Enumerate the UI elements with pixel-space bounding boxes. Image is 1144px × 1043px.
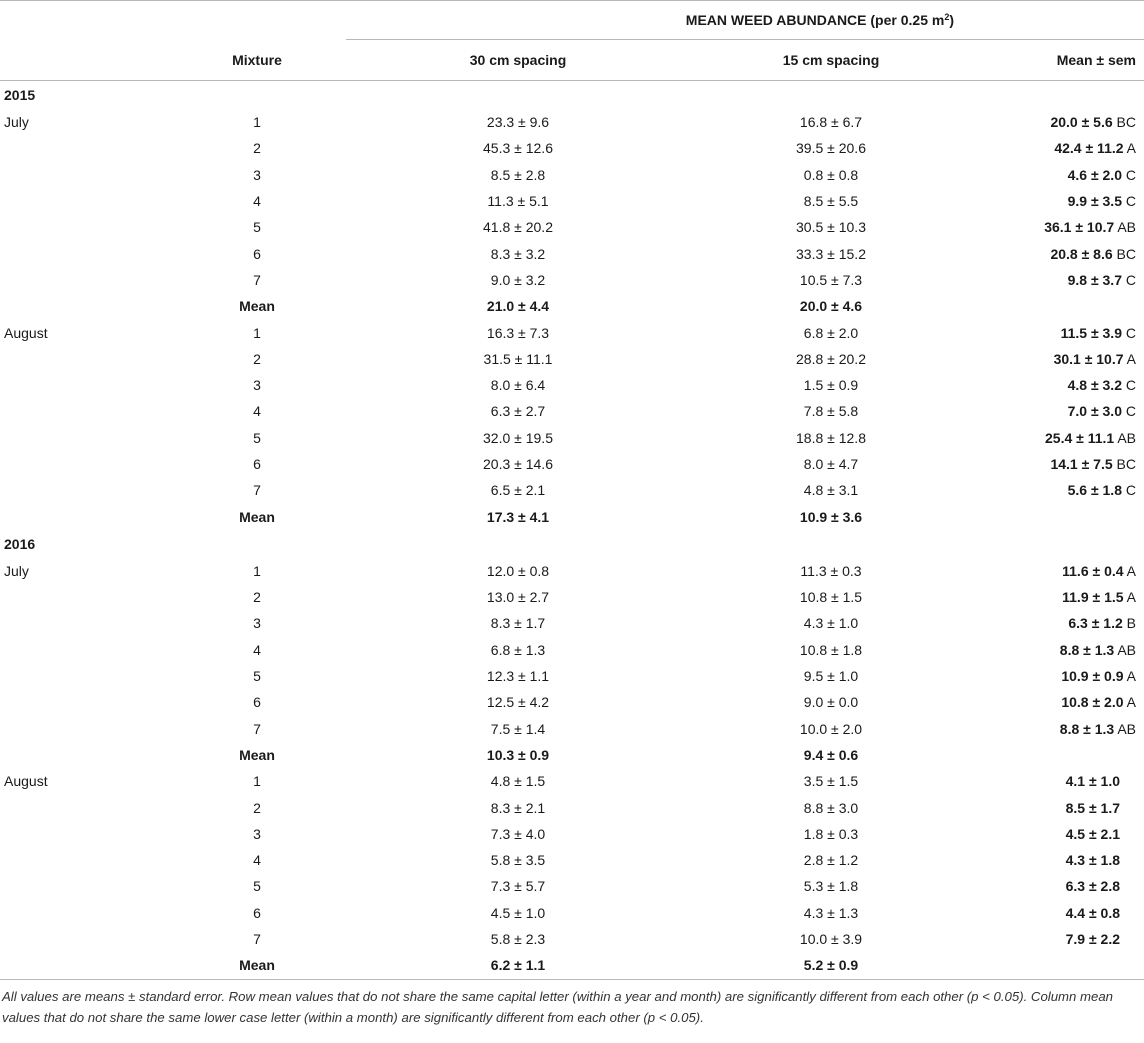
- mean-sem-value: 7.9 ± 2.2: [1065, 931, 1120, 948]
- mean-sem-cell: [972, 821, 1144, 847]
- spacing-30-cell: 7.3 ± 4.0: [490, 825, 546, 842]
- month-label: [0, 847, 168, 873]
- mean-15-cell: 20.0 ± 4.6: [799, 298, 863, 315]
- col-header-30cm: 30 cm spacing: [469, 52, 567, 68]
- table-row: [0, 346, 1144, 372]
- table-row: [0, 689, 1144, 715]
- mean-sem-value: 42.4 ± 11.2: [1054, 140, 1124, 157]
- table-row: [0, 794, 1144, 820]
- significance-letter: A: [1126, 668, 1136, 685]
- mean-sem-value: 25.4 ± 11.1: [1045, 429, 1115, 446]
- spacing-30-cell: 8.0 ± 6.4: [490, 377, 546, 394]
- mean-sem-cell: [972, 768, 1144, 794]
- mixture-cell: 3: [253, 615, 261, 632]
- spacing-15-cell: 4.8 ± 3.1: [803, 482, 859, 499]
- month-label: [0, 135, 168, 161]
- spacing-15-cell: 0.8 ± 0.8: [803, 166, 859, 183]
- table-row: [0, 240, 1144, 266]
- mixture-cell: 4: [253, 852, 261, 869]
- mean-sem-value: 8.8 ± 1.3: [1059, 720, 1115, 737]
- mean-sem-cell: [972, 900, 1144, 926]
- mean-sem-value: 9.8 ± 3.7: [1067, 271, 1122, 288]
- table-row: [0, 663, 1144, 689]
- mean-30-cell: 17.3 ± 4.1: [486, 508, 550, 525]
- spacing-15-cell: 10.8 ± 1.5: [799, 589, 863, 606]
- mean-sem-value: 7.0 ± 3.0: [1067, 403, 1122, 420]
- mean-sem-value: 6.3 ± 2.8: [1065, 878, 1120, 895]
- spacing-30-cell: 5.8 ± 2.3: [490, 931, 546, 948]
- column-mean-row: [0, 952, 1144, 979]
- mean-sem-value: 4.4 ± 0.8: [1065, 904, 1120, 921]
- significance-letter: AB: [1117, 219, 1136, 236]
- spacing-15-cell: 18.8 ± 12.8: [796, 429, 866, 446]
- significance-letter: C: [1125, 324, 1136, 341]
- table-row: [0, 558, 1144, 584]
- mean-30-cell: 21.0 ± 4.4: [486, 298, 550, 315]
- month-label: [0, 610, 168, 636]
- significance-letter: C: [1125, 166, 1136, 183]
- spacing-15-cell: 10.0 ± 2.0: [799, 720, 863, 737]
- mean-sem-value: 30.1 ± 10.7: [1053, 350, 1124, 367]
- table-row: [0, 398, 1144, 424]
- mean-sem-cell: [972, 689, 1144, 715]
- month-label: [0, 926, 168, 952]
- mean-sem-cell: [972, 398, 1144, 424]
- mean-sem-cell: [972, 109, 1144, 135]
- significance-letter: BC: [1116, 456, 1136, 472]
- spacing-30-cell: 4.5 ± 1.0: [490, 904, 546, 921]
- table-row: [0, 214, 1144, 240]
- month-label: [0, 346, 168, 372]
- spacing-30-cell: 8.3 ± 3.2: [490, 245, 546, 262]
- month-label: [0, 267, 168, 293]
- month-label: [0, 689, 168, 715]
- mean-sem-cell: [972, 926, 1144, 952]
- table-row: [0, 162, 1144, 188]
- spacing-30-cell: 20.3 ± 14.6: [483, 456, 553, 472]
- mixture-cell: 6: [253, 694, 261, 711]
- table-row: [0, 135, 1144, 161]
- month-label: August: [4, 324, 48, 341]
- mean-sem-value: 4.8 ± 3.2: [1067, 377, 1122, 394]
- table-row: [0, 425, 1144, 451]
- spacing-15-cell: 7.8 ± 5.8: [803, 403, 859, 420]
- table-row: [0, 372, 1144, 398]
- mean-sem-cell: [972, 319, 1144, 345]
- significance-letter: AB: [1117, 720, 1136, 737]
- table-row: [0, 873, 1144, 899]
- spacing-30-cell: 4.8 ± 1.5: [490, 773, 546, 790]
- table-row: [0, 477, 1144, 503]
- mixture-cell: 5: [253, 219, 261, 236]
- spacing-30-cell: 8.3 ± 1.7: [490, 615, 546, 632]
- significance-letter: C: [1125, 377, 1136, 394]
- month-label: [0, 716, 168, 742]
- month-label: [0, 663, 168, 689]
- col-header-15cm: 15 cm spacing: [782, 52, 880, 68]
- mixture-cell: 1: [253, 562, 261, 579]
- mean-sem-value: 36.1 ± 10.7: [1044, 219, 1115, 236]
- month-label: [0, 477, 168, 503]
- spacing-30-cell: 12.5 ± 4.2: [486, 694, 550, 711]
- mixture-cell: 6: [253, 904, 261, 921]
- month-label: July: [4, 562, 29, 579]
- mean-sem-cell: [972, 425, 1144, 451]
- significance-letter: A: [1126, 350, 1136, 367]
- significance-letter: AB: [1117, 429, 1136, 446]
- mixture-cell: 7: [253, 271, 261, 288]
- spacing-30-cell: 13.0 ± 2.7: [486, 589, 550, 606]
- spacing-30-cell: 31.5 ± 11.1: [483, 350, 553, 367]
- column-mean-row: [0, 742, 1144, 768]
- mean-sem-cell: [972, 188, 1144, 214]
- mean-sem-value: 10.9 ± 0.9: [1061, 668, 1124, 685]
- mean-sem-cell: [972, 663, 1144, 689]
- mixture-cell: 3: [253, 377, 261, 394]
- mean-sem-cell: [972, 162, 1144, 188]
- table-row: [0, 319, 1144, 345]
- spacing-15-cell: 5.3 ± 1.8: [803, 878, 859, 895]
- spacing-30-cell: 12.3 ± 1.1: [486, 668, 550, 685]
- mean-sem-value: 20.8 ± 8.6: [1050, 245, 1113, 262]
- table-row: [0, 188, 1144, 214]
- mixture-cell: 4: [253, 193, 261, 210]
- month-label: [0, 398, 168, 424]
- table-body: [0, 81, 1144, 979]
- month-label: [0, 451, 168, 477]
- month-label: July: [4, 114, 29, 131]
- mixture-cell: 3: [253, 166, 261, 183]
- significance-letter: C: [1125, 482, 1136, 499]
- mixture-cell: 1: [253, 773, 261, 790]
- month-label: August: [4, 773, 48, 790]
- significance-letter: A: [1126, 589, 1136, 606]
- mean-sem-cell: [972, 716, 1144, 742]
- spacing-15-cell: 9.0 ± 0.0: [803, 694, 859, 711]
- month-label: [0, 794, 168, 820]
- significance-letter: C: [1125, 193, 1136, 210]
- mean-sem-value: 11.9 ± 1.5: [1062, 589, 1124, 606]
- table-row: [0, 847, 1144, 873]
- month-label: [0, 372, 168, 398]
- spacing-15-cell: 9.5 ± 1.0: [803, 668, 859, 685]
- month-label: [0, 425, 168, 451]
- mean-sem-cell: [972, 135, 1144, 161]
- mixture-cell: 3: [253, 825, 261, 842]
- spacing-15-cell: 11.3 ± 0.3: [800, 562, 862, 579]
- col-header-mean: Mean ± sem: [1056, 52, 1136, 68]
- spacing-15-cell: 1.5 ± 0.9: [803, 377, 859, 394]
- column-mean-row: [0, 503, 1144, 529]
- mean-sem-cell: [972, 240, 1144, 266]
- mean-sem-value: 10.8 ± 2.0: [1061, 694, 1124, 711]
- mean-sem-cell: [972, 637, 1144, 663]
- spacing-30-cell: 8.5 ± 2.8: [490, 166, 546, 183]
- mean-row-label: Mean: [239, 957, 275, 974]
- table-row: [0, 610, 1144, 636]
- month-label: [0, 188, 168, 214]
- table-footnote: All values are means ± standard error. Row mean values that do not share the same capital letter (within a year and month) are significantly different from each other (p < 0.05). Column mean values that do not share the same lower case letter (within a month) are significantly different from each other (p < 0.05).: [2, 988, 1114, 1025]
- spacing-15-cell: 3.5 ± 1.5: [803, 773, 859, 790]
- significance-letter: C: [1125, 271, 1136, 288]
- spacing-15-cell: 10.8 ± 1.8: [799, 641, 863, 658]
- mixture-cell: 2: [253, 589, 261, 606]
- spacing-30-cell: 6.8 ± 1.3: [490, 641, 546, 658]
- significance-letter: B: [1126, 615, 1136, 632]
- spacing-15-cell: 16.8 ± 6.7: [799, 114, 863, 131]
- mean-sem-cell: [972, 451, 1144, 477]
- mean-sem-value: 11.6 ± 0.4: [1062, 562, 1124, 579]
- mean-sem-cell: [972, 610, 1144, 636]
- table-row: [0, 900, 1144, 926]
- mean-sem-cell: [972, 558, 1144, 584]
- month-label: [0, 240, 168, 266]
- significance-letter: BC: [1116, 114, 1136, 131]
- mean-15-cell: 9.4 ± 0.6: [803, 746, 859, 763]
- table-row: [0, 109, 1144, 135]
- month-label: [0, 162, 168, 188]
- spacing-15-cell: 33.3 ± 15.2: [796, 245, 866, 262]
- table-row: [0, 451, 1144, 477]
- table-row: [0, 716, 1144, 742]
- spacing-30-cell: 7.5 ± 1.4: [490, 720, 546, 737]
- mean-sem-value: 6.3 ± 1.2: [1068, 615, 1123, 632]
- significance-letter: A: [1126, 140, 1136, 157]
- mixture-cell: 7: [253, 720, 261, 737]
- mean-sem-cell: [972, 477, 1144, 503]
- spacing-15-cell: 8.0 ± 4.7: [803, 456, 859, 472]
- mean-sem-cell: [972, 372, 1144, 398]
- mean-row-label: Mean: [239, 508, 275, 525]
- column-mean-row: [0, 293, 1144, 319]
- table-row: [0, 768, 1144, 794]
- spacing-30-cell: 32.0 ± 19.5: [483, 429, 553, 446]
- spacing-15-cell: 10.0 ± 3.9: [799, 931, 863, 948]
- mean-sem-value: 4.5 ± 2.1: [1065, 825, 1120, 842]
- mixture-cell: 7: [253, 931, 261, 948]
- mean-sem-cell: [972, 847, 1144, 873]
- spacing-30-cell: 11.3 ± 5.1: [487, 193, 549, 210]
- table-row: [0, 637, 1144, 663]
- mixture-cell: 2: [253, 140, 261, 157]
- spacing-30-cell: 23.3 ± 9.6: [486, 114, 550, 131]
- year-label: 2016: [4, 535, 36, 552]
- mixture-cell: 2: [253, 350, 261, 367]
- column-header-row: [0, 40, 1144, 81]
- mean-sem-cell: [972, 267, 1144, 293]
- spacing-30-cell: 9.0 ± 3.2: [490, 271, 546, 288]
- mean-sem-value: 8.5 ± 1.7: [1065, 799, 1120, 816]
- mean-30-cell: 10.3 ± 0.9: [486, 746, 550, 763]
- super-header-label: MEAN WEED ABUNDANCE (per 0.25 $m^2$): [346, 1, 1144, 40]
- month-label: [0, 900, 168, 926]
- mean-sem-cell: [972, 794, 1144, 820]
- spacing-15-cell: 30.5 ± 10.3: [796, 219, 866, 236]
- month-label: [0, 821, 168, 847]
- mean-sem-value: 14.1 ± 7.5: [1050, 456, 1113, 472]
- year-label: 2015: [4, 87, 36, 103]
- spacing-30-cell: 45.3 ± 12.6: [483, 140, 553, 157]
- mean-sem-cell: [972, 346, 1144, 372]
- mixture-cell: 2: [253, 799, 261, 816]
- month-label: [0, 584, 168, 610]
- significance-letter: BC: [1116, 245, 1136, 262]
- spacing-30-cell: 5.8 ± 3.5: [490, 852, 546, 869]
- mean-sem-cell: [972, 214, 1144, 240]
- mixture-cell: 7: [253, 482, 261, 499]
- spacing-15-cell: 1.8 ± 0.3: [803, 825, 859, 842]
- mixture-cell: 5: [253, 429, 261, 446]
- mixture-cell: 5: [253, 878, 261, 895]
- table-row: [0, 821, 1144, 847]
- spacing-30-cell: 12.0 ± 0.8: [486, 562, 550, 579]
- mean-sem-value: 20.0 ± 5.6: [1050, 114, 1113, 131]
- spacing-15-cell: 4.3 ± 1.3: [803, 904, 859, 921]
- spacing-15-cell: 8.5 ± 5.5: [803, 193, 859, 210]
- super-header-row: [0, 1, 1144, 40]
- mean-sem-value: 5.6 ± 1.8: [1067, 482, 1122, 499]
- mean-sem-cell: [972, 584, 1144, 610]
- table-row: [0, 926, 1144, 952]
- significance-letter: AB: [1117, 641, 1136, 658]
- mixture-cell: 6: [253, 456, 261, 472]
- mean-sem-value: 9.9 ± 3.5: [1067, 193, 1122, 210]
- spacing-30-cell: 7.3 ± 5.7: [490, 878, 546, 895]
- mean-sem-value: 4.1 ± 1.0: [1065, 773, 1120, 790]
- mean-sem-value: 8.8 ± 1.3: [1059, 641, 1115, 658]
- mixture-cell: 5: [253, 668, 261, 685]
- spacing-30-cell: 6.3 ± 2.7: [490, 403, 546, 420]
- spacing-30-cell: 16.3 ± 7.3: [486, 324, 550, 341]
- significance-letter: A: [1126, 694, 1136, 711]
- spacing-15-cell: 2.8 ± 1.2: [803, 852, 859, 869]
- spacing-15-cell: 39.5 ± 20.6: [796, 140, 866, 157]
- col-header-mixture: Mixture: [232, 51, 282, 68]
- mean-30-cell: 6.2 ± 1.1: [490, 957, 546, 974]
- mixture-cell: 1: [253, 114, 261, 131]
- spacing-15-cell: 4.3 ± 1.0: [803, 615, 859, 632]
- spacing-15-cell: 6.8 ± 2.0: [803, 324, 859, 341]
- mean-15-cell: 5.2 ± 0.9: [803, 957, 859, 974]
- month-label: [0, 214, 168, 240]
- spacing-15-cell: 8.8 ± 3.0: [803, 799, 859, 816]
- year-row: [0, 81, 1144, 109]
- mean-sem-cell: [972, 873, 1144, 899]
- mixture-cell: 1: [253, 324, 261, 341]
- mixture-cell: 4: [253, 641, 261, 658]
- month-label: [0, 873, 168, 899]
- spacing-15-cell: 28.8 ± 20.2: [796, 350, 866, 367]
- year-row: [0, 530, 1144, 558]
- mixture-cell: 6: [253, 245, 261, 262]
- mean-15-cell: 10.9 ± 3.6: [799, 508, 863, 525]
- mean-sem-value: 4.3 ± 1.8: [1065, 852, 1120, 869]
- spacing-30-cell: 41.8 ± 20.2: [483, 219, 553, 236]
- mean-sem-value: 4.6 ± 2.0: [1067, 166, 1122, 183]
- mean-sem-value: 11.5 ± 3.9: [1060, 324, 1122, 341]
- month-label: [0, 637, 168, 663]
- table-row: [0, 584, 1144, 610]
- mean-row-label: Mean: [239, 746, 275, 763]
- mixture-cell: 4: [253, 403, 261, 420]
- significance-letter: C: [1125, 403, 1136, 420]
- spacing-30-cell: 6.5 ± 2.1: [490, 482, 546, 499]
- spacing-15-cell: 10.5 ± 7.3: [799, 271, 863, 288]
- spacing-30-cell: 8.3 ± 2.1: [490, 799, 546, 816]
- table-row: [0, 267, 1144, 293]
- mean-row-label: Mean: [239, 298, 275, 315]
- significance-letter: A: [1126, 562, 1136, 579]
